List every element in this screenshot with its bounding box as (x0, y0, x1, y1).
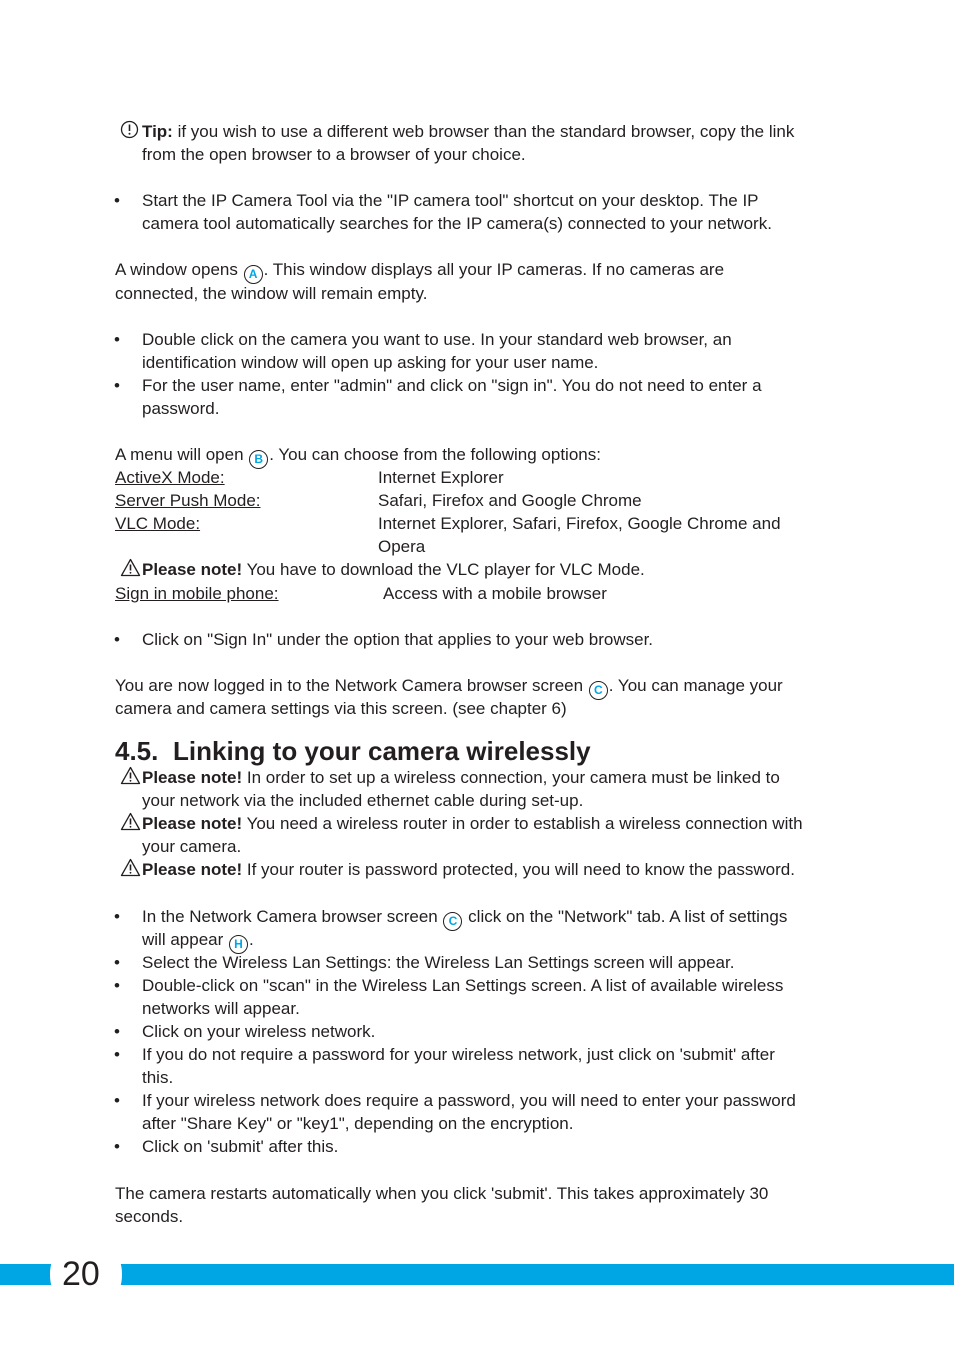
step-4-line: Click on your wireless network. (142, 1022, 376, 1041)
marker-h: H (229, 935, 248, 954)
marker-c: C (589, 681, 608, 700)
section-title: Linking to your camera wirelessly (173, 736, 591, 766)
step-6-line-1: If your wireless network does require a password, you will need to enter your password (142, 1091, 796, 1110)
tip-label: Tip: (142, 122, 173, 141)
warning-icon (120, 812, 141, 831)
bullet-marker: • (114, 1045, 120, 1064)
mobile-label: Sign in mobile phone: (115, 584, 279, 603)
note-1-line-1 (142, 766, 780, 789)
window-text-pre: A window opens (115, 260, 243, 279)
restart-paragraph-line-2: seconds. (115, 1207, 184, 1226)
marker-b: B (249, 450, 268, 469)
mode-label-server-push: Server Push Mode: (115, 491, 261, 510)
note-3-line-1 (142, 858, 795, 881)
bullet1-line-1: Start the IP Camera Tool via the "IP camera tool" shortcut on your desktop. The IP (142, 191, 759, 210)
note-label: Please note! (142, 860, 243, 879)
note-label: Please note! (142, 814, 243, 833)
logged-text-pre: You are now logged in to the Network Camera browser screen (115, 676, 588, 695)
bullet-marker: • (114, 1022, 120, 1041)
bullet-marker: • (114, 953, 120, 972)
warning-icon (120, 858, 141, 877)
footer-bar-right (118, 1264, 954, 1285)
note-text: In order to set up a wireless connection, your camera must be linked to (242, 768, 780, 787)
note-vlc (142, 558, 645, 581)
bullet4-line: Click on "Sign In" under the option that applies to your web browser. (142, 630, 654, 649)
footer-bar-left (0, 1264, 53, 1285)
bullet-marker: • (114, 907, 120, 926)
tip-line-1 (142, 120, 794, 143)
mode-value-vlc: Internet Explorer, Safari, Firefox, Google Chrome and (378, 514, 781, 533)
bullet3-line-1: For the user name, enter "admin" and click on "sign in". You do not need to enter a (142, 376, 762, 395)
mode-value-vlc-line-2: Opera (378, 537, 426, 556)
bullet-marker: • (114, 976, 120, 995)
step-1-line-2-pre: will appear (142, 930, 228, 949)
menu-text-post: . You can choose from the following options: (269, 445, 601, 464)
tip-text: if you wish to use a different web browser than the standard browser, copy the link (172, 122, 795, 141)
mobile-value: Access with a mobile browser (383, 584, 607, 603)
page-number: 20 (62, 1255, 100, 1293)
bullet-marker: • (114, 191, 120, 210)
bracket-right (114, 1260, 122, 1289)
note-2-line-1 (142, 812, 803, 835)
bullet-marker: • (114, 330, 120, 349)
step-1-text-post: click on the "Network" tab. A list of settings (463, 907, 788, 926)
mode-value-activex: Internet Explorer (378, 468, 504, 487)
step-1-line-2-post: . (249, 930, 254, 949)
note-text: If your router is password protected, you will need to know the password. (242, 860, 795, 879)
step-7-line: Click on 'submit' after this. (142, 1137, 339, 1156)
tip-line-2: from the open browser to a browser of your choice. (142, 145, 526, 164)
bullet3-line-2: password. (142, 399, 220, 418)
bullet1-line-2: camera tool automatically searches for the IP camera(s) connected to your network. (142, 214, 772, 233)
note-label: Please note! (142, 768, 243, 787)
mode-value-server-push: Safari, Firefox and Google Chrome (378, 491, 642, 510)
bullet2-line-1: Double click on the camera you want to use. In your standard web browser, an (142, 330, 732, 349)
step-3-line-2: networks will appear. (142, 999, 300, 1018)
bullet-marker: • (114, 630, 120, 649)
window-paragraph (115, 258, 724, 284)
marker-a: A (244, 265, 263, 284)
logged-paragraph-line-2: camera and camera settings via this screen. (see chapter 6) (115, 699, 567, 718)
mode-label-activex: ActiveX Mode: (115, 468, 225, 487)
note-label: Please note! (142, 560, 243, 579)
step-2-line: Select the Wireless Lan Settings: the Wireless Lan Settings screen will appear. (142, 953, 735, 972)
warning-icon (120, 558, 141, 577)
note-text: You have to download the VLC player for VLC Mode. (242, 560, 645, 579)
step-6-line-2: after "Share Key" or "key1", depending on the encryption. (142, 1114, 574, 1133)
note-text: You need a wireless router in order to establish a wireless connection with (242, 814, 803, 833)
step-5-line-1: If you do not require a password for your wireless network, just click on 'submit' after (142, 1045, 775, 1064)
restart-paragraph-line-1: The camera restarts automatically when you click 'submit'. This takes approximately 30 (115, 1184, 769, 1203)
warning-icon (120, 766, 141, 785)
info-icon (120, 120, 139, 139)
bullet-marker: • (114, 1091, 120, 1110)
marker-c: C (443, 912, 462, 931)
bracket-left (50, 1260, 58, 1289)
bullet-marker: • (114, 1137, 120, 1156)
mode-label-vlc: VLC Mode: (115, 514, 201, 533)
bullet-marker: • (114, 376, 120, 395)
window-text-post: . This window displays all your IP cameras. If no cameras are (263, 260, 725, 279)
step-1-text-pre: In the Network Camera browser screen (142, 907, 443, 926)
note-2-line-2: your camera. (142, 837, 242, 856)
note-1-line-2: your network via the included ethernet cable during set-up. (142, 791, 584, 810)
step-3-line-1: Double-click on "scan" in the Wireless Lan Settings screen. A list of available wireless (142, 976, 784, 995)
section-heading (115, 734, 591, 768)
window-paragraph-line-2: connected, the window will remain empty. (115, 284, 428, 303)
step-5-line-2: this. (142, 1068, 174, 1087)
menu-text-pre: A menu will open (115, 445, 249, 464)
logged-text-post: . You can manage your (608, 676, 783, 695)
bullet2-line-2: identification window will open up asking for your user name. (142, 353, 599, 372)
section-number: 4.5. (115, 736, 159, 766)
